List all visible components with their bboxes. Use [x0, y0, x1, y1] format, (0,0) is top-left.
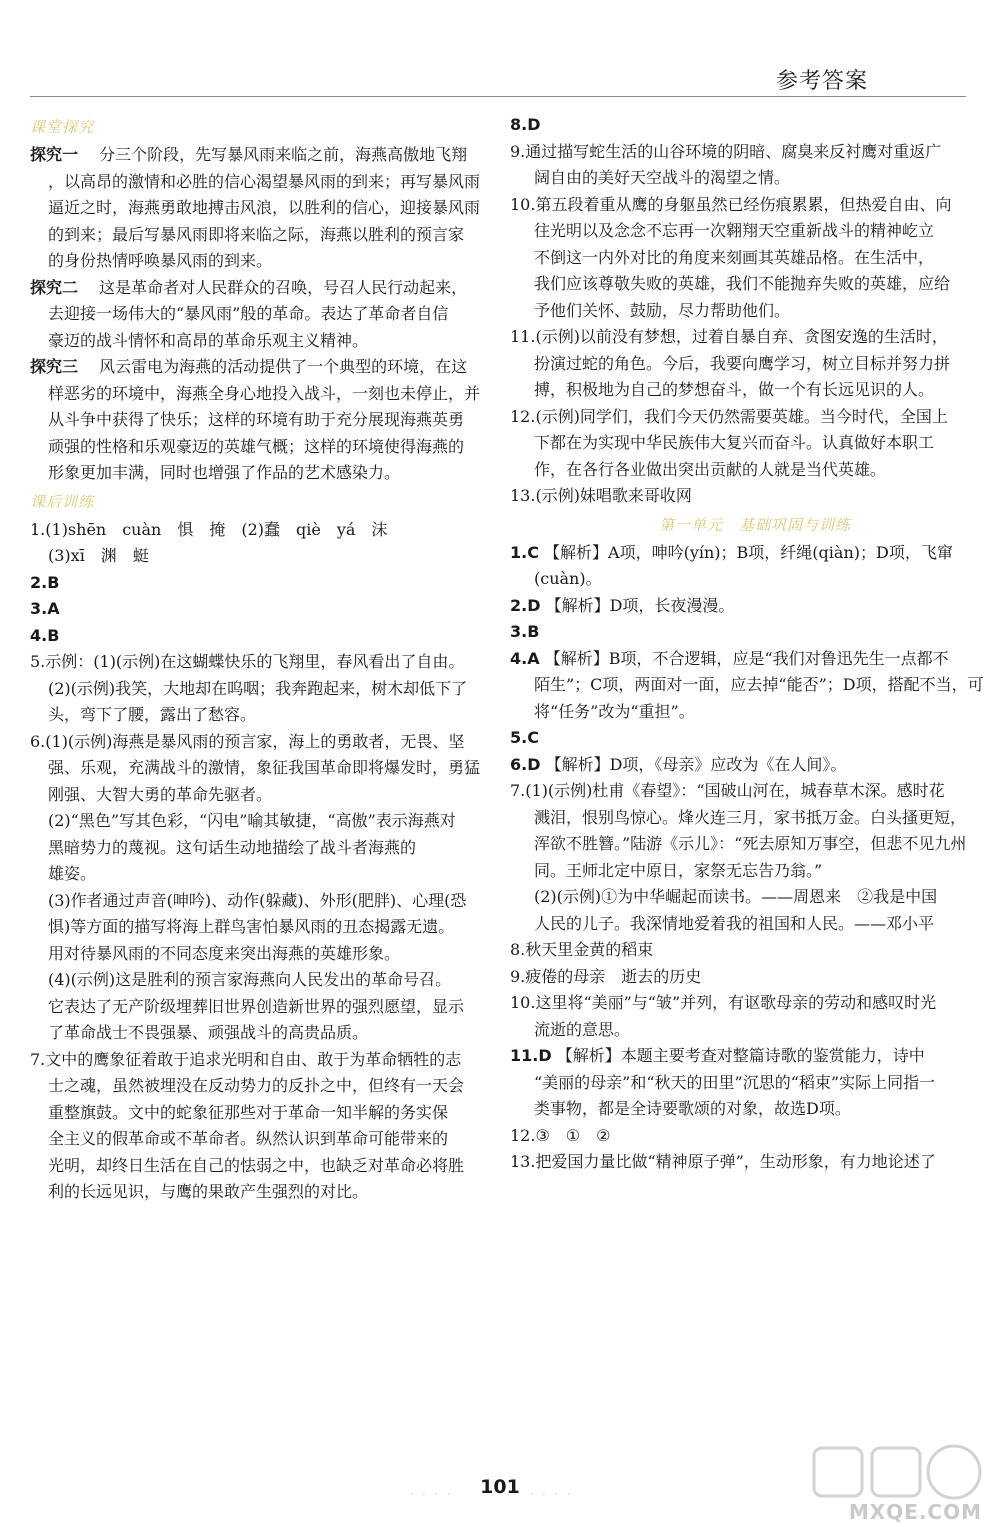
answer-text: 样恶劣的环境中，海燕全身心地投入战斗，一刻也未停止，并: [48, 383, 481, 403]
answer-text: 扮演过蛇的角色。今后，我要向鹰学习，树立目标并努力拼: [534, 353, 951, 373]
answer-line: [30, 676, 470, 703]
answer-line: [510, 725, 970, 752]
answer-line: [30, 1073, 470, 1100]
answer-label: 3.B: [510, 622, 540, 641]
answer-text: 去迎接一场伟大的“暴风雨”般的革命。表达了革命者自信: [48, 304, 449, 323]
answer-line: [30, 354, 470, 381]
answer-text: 的身份热情呼唤暴风雨的到来。: [48, 251, 273, 270]
answer-text: 【解析】B项，不合逻辑，应是“我们对鲁迅先生一点都不: [544, 648, 949, 668]
answer-text: 溅泪，恨别鸟惊心。烽火连三月，家书抵万金。白头搔更短，: [534, 807, 967, 827]
answer-label: 探究二: [30, 277, 79, 297]
answer-line: [30, 1126, 470, 1153]
answer-text: 从斗争中获得了快乐；这样的环境有助于充分展现海燕英勇: [48, 410, 465, 429]
answer-line: [510, 566, 970, 593]
answer-text: 士之魂，虽然被埋没在反动势力的反扑之中，但终有一天会: [48, 1076, 465, 1095]
answer-text: 我们应该尊敬失败的英雄，我们不能抛弃失败的英雄，应给: [534, 274, 951, 293]
answer-line: [510, 646, 970, 673]
answer-text: (2)(示例)我笑，大地却在呜咽；我奔跑起来，树木却低下了: [48, 678, 468, 698]
answer-line: [30, 782, 470, 809]
answer-text: ，以高昂的激情和必胜的信心渴望暴风雨的到来；再写暴风雨: [48, 171, 481, 191]
answer-text: 不倒这一内外对比的角度来刻画其英雄品格。在生活中，: [534, 247, 935, 267]
answer-label: 2.D: [510, 595, 541, 615]
right-column: [510, 112, 984, 1176]
answer-line: [510, 377, 970, 404]
section-heading: 第一单元 基础巩固与训练: [658, 515, 851, 534]
answer-line: [510, 699, 970, 726]
answer-line: [510, 990, 970, 1017]
answer-text: 13.把爱国力量比做“精神原子弹”，生动形象，有力地论述了: [510, 1152, 936, 1171]
answer-text: 往光明以及念念不忘再一次翱翔天空重新战斗的精神屹立: [534, 221, 935, 240]
answer-line: [510, 937, 970, 964]
header-title: 参考答案: [775, 69, 868, 94]
answer-line: [30, 1153, 470, 1180]
answer-text: 搏，积极地为自己的梦想奋斗，做一个有长远见识的人。: [534, 380, 935, 399]
answer-text: 风云雷电为海燕的活动提供了一个典型的环境，在这: [83, 357, 468, 376]
answer-text: (2)“黑色”写其色彩，“闪电”喻其敏捷，“高傲”表示海燕对: [48, 811, 456, 830]
answer-line: [510, 165, 970, 192]
answer-text: 12.③ ① ②: [510, 1125, 611, 1145]
answer-text: 重整旗鼓。文中的蛇象征那些对于革命一知半解的务实保: [48, 1102, 449, 1122]
footer-dots-left: · · · ·: [410, 1490, 454, 1501]
watermark-text: MXQE.COM: [848, 1500, 982, 1524]
answer-text: 黑暗势力的蔑视。这句话生动地描绘了战斗者海燕的: [48, 837, 417, 857]
answer-line: [30, 1047, 470, 1074]
answer-text: 【解析】本题主要考查对整篇诗歌的鉴赏能力，诗中: [556, 1046, 925, 1065]
left-column: [30, 112, 481, 1206]
answer-line: [510, 619, 970, 646]
answer-text: 类事物，都是全诗要歌颂的对象，故选D项。: [534, 1099, 851, 1118]
answer-line: [510, 483, 970, 510]
answer-text: 6.(1)(示例)海燕是暴风雨的预言家，海上的勇敢者，无畏、坚: [30, 731, 465, 751]
answer-line: [510, 1017, 970, 1044]
answer-line: [30, 888, 470, 915]
answer-text: 予他们关怀、鼓励，尽力帮助他们。: [534, 300, 791, 320]
answer-line: [30, 755, 481, 782]
answer-text: 形象更加丰满，同时也增强了作品的艺术感染力。: [48, 463, 401, 482]
answer-label: 11.D: [510, 1046, 552, 1065]
answer-label: 探究三: [30, 357, 79, 376]
answer-line: [30, 517, 470, 544]
answer-text: (cuàn)。: [534, 569, 602, 588]
answer-line: [30, 301, 470, 328]
answer-line: [510, 245, 970, 272]
answer-label: 1.C: [510, 542, 539, 562]
answer-text: 【解析】A项，呻吟(yín)；B项，纤绳(qiàn)；D项，飞窜: [544, 542, 953, 562]
answer-line: [30, 222, 470, 249]
answer-line: [30, 195, 481, 222]
answer-line: [30, 1100, 470, 1127]
answer-text: 9.通过描写蛇生活的山谷环境的阴暗、腐臭来反衬鹰对重返广: [510, 141, 942, 161]
answer-line: [30, 407, 470, 434]
answer-line: [30, 142, 470, 169]
answer-text: 光明，却终日生活在自己的怯弱之中，也缺乏对革命必将胜: [48, 1155, 465, 1175]
answer-line: [30, 169, 481, 196]
answer-text: 8.秋天里金黄的稻束: [510, 940, 654, 959]
answer-line: [510, 351, 970, 378]
answer-text: 13.(示例)妹唱歌来哥收网: [510, 486, 692, 505]
answer-text: 11.(示例)以前没有梦想，过着自暴自弃、贪图安逸的生活时，: [510, 327, 948, 346]
answer-label: 4.B: [30, 625, 60, 645]
answer-text: 阔自由的美好天空战斗的渴望之情。: [534, 168, 791, 187]
answer-line: [510, 192, 970, 219]
answer-line: [510, 218, 970, 245]
answer-text: 流逝的意思。: [534, 1019, 631, 1039]
answer-text: 7.文中的鹰象征着敢于追求光明和自由、敢于为革命牺牲的志: [30, 1049, 462, 1069]
answer-line: [30, 994, 470, 1021]
answer-line: [510, 911, 970, 938]
header-rule: [30, 96, 966, 97]
answer-text: 惧)等方面的描写将海上群鸟害怕暴风雨的丑态揭露无遗。: [48, 917, 455, 936]
answer-line: [510, 858, 970, 885]
answer-line: [30, 649, 470, 676]
answer-line: [30, 808, 470, 835]
answer-line: [510, 298, 970, 325]
answer-label: 4.A: [510, 648, 540, 668]
answer-text: 9.疲倦的母亲 逝去的历史: [510, 966, 702, 986]
answer-line: [510, 139, 970, 166]
answer-line: [30, 460, 470, 487]
answer-line: [510, 271, 970, 298]
answer-text: 头，弯下了腰，露出了愁容。: [48, 705, 257, 724]
answer-text: 全主义的假革命或不革命者。纵然认识到革命可能带来的: [48, 1129, 449, 1148]
answer-text: 浑欲不胜簪。”陆游《示儿》：“死去原知万事空，但悲不见九州: [534, 834, 967, 853]
answer-text: 5.示例：(1)(示例)在这蝴蝶快乐的飞翔里，春风看出了自由。: [30, 652, 465, 671]
answer-line: [510, 430, 970, 457]
answer-line: [30, 835, 470, 862]
answer-text: 7.(1)(示例)杜甫《春望》：“国破山河在，城春草木深。感时花: [510, 781, 945, 800]
answer-line: [510, 1096, 970, 1123]
answer-label: 2.B: [30, 572, 60, 592]
answer-text: 1.(1)shēn cuàn 惧 掩 (2)蠢 qiè yá 沫: [30, 519, 388, 539]
answer-text: 刚强、大智大勇的革命先驱者。: [48, 784, 273, 804]
answer-line: [30, 570, 470, 597]
answer-text: 12.(示例)同学们，我们今天仍然需要英雄。当今时代，全国上: [510, 406, 948, 426]
answer-line: [30, 702, 470, 729]
answer-line: [30, 328, 470, 355]
answer-line: [510, 1123, 970, 1150]
answer-text: 雄姿。: [48, 864, 97, 883]
answer-line: [510, 1070, 970, 1097]
answer-text: 顽强的性格和乐观豪迈的英雄气概；这样的环境使得海燕的: [48, 436, 465, 456]
answer-text: “美丽的母亲”和“秋天的田里”沉思的“稻束”实际上同指一: [534, 1072, 936, 1092]
answer-text: 陌生”；C项，两面对一面，应去掉“能否”；D项，搭配不当，可: [534, 675, 984, 694]
answer-label: 6.D: [510, 754, 541, 774]
answer-text: 它表达了无产阶级埋葬旧世界创造新世界的强烈愿望，显示: [48, 996, 465, 1016]
answer-line: [510, 457, 970, 484]
answer-text: 逼近之时，海燕勇敢地搏击风浪，以胜利的信心，迎接暴风雨: [48, 198, 481, 217]
answer-line: [30, 967, 470, 994]
answer-line: [30, 596, 470, 623]
answer-line: [30, 381, 481, 408]
answer-text: 分三个阶段，先写暴风雨来临之前，海燕高傲地飞翔: [83, 145, 468, 164]
answer-text: 利的长远见识，与鹰的果敢产生强烈的对比。: [48, 1182, 369, 1201]
answer-line: [30, 914, 470, 941]
answer-text: 用对待暴风雨的不同态度来突出海燕的英雄形象。: [48, 943, 401, 963]
answer-line: [30, 1179, 470, 1206]
page-number: 101: [480, 1476, 520, 1498]
answer-text: 强、乐观，充满战斗的激情，象征我国革命即将爆发时，勇猛: [48, 758, 481, 777]
answer-text: (2)(示例)①为中华崛起而读书。——周恩来 ②我是中国: [534, 887, 938, 906]
answer-line: [510, 805, 970, 832]
answer-text: (3)xī 渊 蜓: [48, 546, 149, 565]
answer-line: [510, 540, 970, 567]
answer-text: 10.第五段着重从鹰的身躯虽然已经伤痕累累，但热爱自由、向: [510, 194, 952, 214]
answer-line: [510, 1149, 970, 1176]
answer-line: [510, 884, 970, 911]
answer-line: [510, 324, 970, 351]
answer-label: 探究一: [30, 145, 79, 164]
answer-line: [30, 248, 470, 275]
answer-line: [510, 112, 970, 139]
answer-text: (4)(示例)这是胜利的预言家海燕向人民发出的革命号召。: [48, 970, 452, 989]
answer-label: 3.A: [30, 599, 60, 618]
answer-text: 10.这里将“美丽”与“皱”并列，有讴歌母亲的劳动和感叹时光: [510, 993, 937, 1012]
footer-dots-right: · · · ·: [530, 1490, 574, 1501]
answer-line: [510, 752, 970, 779]
answer-line: [510, 404, 970, 431]
answer-line: [510, 964, 970, 991]
section-heading: 课后训练: [30, 492, 95, 511]
answer-line: [30, 729, 470, 756]
answer-text: 【解析】D项，《母亲》应改为《在人间》。: [545, 754, 847, 774]
answer-text: (3)作者通过声音(呻吟)、动作(躲藏)、外形(肥胖)、心理(恐: [48, 890, 467, 910]
answer-text: 了革命战士不畏强暴、顽强战斗的高贵品质。: [48, 1023, 369, 1042]
answer-line: [510, 672, 984, 699]
answer-text: 人民的儿子。我深情地爱着我的祖国和人民。——邓小平: [534, 913, 935, 933]
section-heading: 课堂探究: [30, 118, 95, 136]
answer-line: [30, 275, 470, 302]
answer-text: 下都在为实现中华民族伟大复兴而奋斗。认真做好本职工: [534, 433, 935, 452]
answer-label: 5.C: [510, 728, 539, 747]
answer-line: [30, 543, 470, 570]
answer-line: [510, 1043, 970, 1070]
answer-label: 8.D: [510, 115, 541, 134]
answer-text: 同。王师北定中原日，家祭无忘告乃翁。”: [534, 860, 823, 880]
answer-text: 作，在各行各业做出突出贡献的人就是当代英雄。: [534, 459, 887, 479]
answer-text: 将“任务”改为“重担”。: [534, 701, 695, 721]
answer-line: [30, 1020, 470, 1047]
answer-text: 的到来；最后写暴风雨即将来临之际，海燕以胜利的预言家: [48, 224, 465, 244]
answer-line: [510, 778, 970, 805]
answer-text: 豪迈的战斗情怀和高昂的革命乐观主义精神。: [48, 330, 369, 350]
answer-text: 这是革命者对人民群众的召唤，号召人民行动起来，: [83, 277, 468, 297]
answer-line: [30, 861, 470, 888]
answer-line: [30, 941, 470, 968]
answer-line: [30, 623, 470, 650]
answer-line: [510, 831, 970, 858]
answer-line: [30, 434, 470, 461]
answer-text: 【解析】D项，长夜漫漫。: [545, 595, 735, 615]
answer-line: [510, 593, 970, 620]
